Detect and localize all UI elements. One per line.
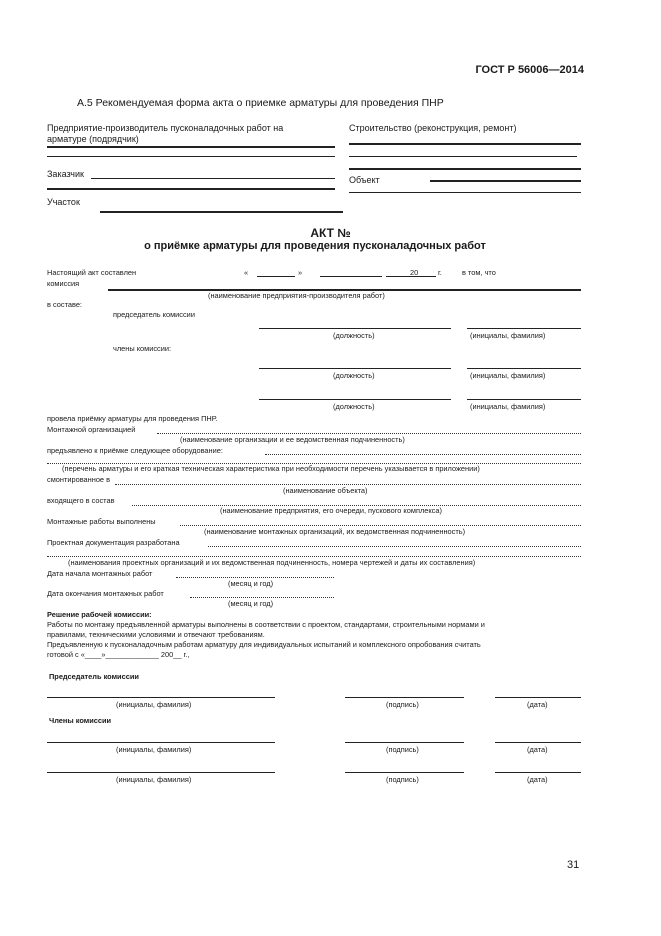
enterprise-line xyxy=(47,146,335,148)
design-docs-line-2 xyxy=(47,556,581,557)
enterprise-label-line2: арматуре (подрядчик) xyxy=(47,134,139,144)
quote-open: « xyxy=(244,268,249,277)
design-caption: (наименования проектных организаций и их ведомственная подчиненность, номера чертежей и даты их составления) xyxy=(68,558,476,567)
decision-line-2: правилами, техническими условиями и отвечают требованиям. xyxy=(47,630,265,639)
commission-label: комиссия xyxy=(47,279,80,288)
member1-signature-line xyxy=(345,742,464,743)
member1-date-line xyxy=(495,742,581,743)
member2-initials-sign-line xyxy=(47,772,275,773)
chairman-position-line xyxy=(259,328,451,329)
day-line xyxy=(257,276,295,277)
mounting-orgs-caption: (наименование монтажных организаций, их ведомственная подчиненность) xyxy=(204,527,466,536)
year-line xyxy=(386,276,436,277)
object-line-2 xyxy=(349,192,581,193)
end-month-year-caption: (месяц и год) xyxy=(228,599,274,608)
chairman-position-caption: (должность) xyxy=(333,331,375,340)
members-label: члены комиссии: xyxy=(113,344,172,353)
chairman-initials-line xyxy=(467,328,581,329)
construction-line xyxy=(349,143,581,145)
site-label: Участок xyxy=(47,197,80,207)
member2-signature-label: (подпись) xyxy=(386,775,419,784)
member2-signature-line xyxy=(345,772,464,773)
chairman-initials-caption: (инициалы, фамилия) xyxy=(470,331,546,340)
chairman-initials-label: (инициалы, фамилия) xyxy=(116,700,192,709)
composition-label: в составе: xyxy=(47,300,82,309)
decision-title: Решение рабочей комиссии: xyxy=(47,610,152,619)
start-date-line xyxy=(176,577,334,578)
enterprise-label-line1: Предприятие-производитель пусконаладочных работ на xyxy=(47,123,284,133)
member1-initials-caption: (инициалы, фамилия) xyxy=(470,371,546,380)
design-docs-line xyxy=(208,546,581,547)
standard-number: ГОСТ Р 56006—2014 xyxy=(475,64,584,76)
member2-initials-line xyxy=(467,399,581,400)
act-subtitle: о приёмке арматуры для проведения пусконаладочных работ xyxy=(144,240,486,252)
mounting-org-caption: (наименование организации и ее ведомственная подчиненность) xyxy=(180,435,405,444)
member2-date-label: (дата) xyxy=(527,775,548,784)
page-number: 31 xyxy=(567,859,580,871)
object-caption: (наименование объекта) xyxy=(283,486,368,495)
enterprise-queue-caption: (наименование предприятия, его очереди, пускового комплекса) xyxy=(220,506,442,515)
enterprise-line-2 xyxy=(47,156,335,157)
design-docs-label: Проектная документация разработана xyxy=(47,538,180,547)
chairman-signature-title: Председатель комиссии xyxy=(49,672,139,681)
conducted-text: провела приёмку арматуры для проведения ПНР. xyxy=(47,414,218,423)
decision-line-3: Предъявленную к пусконаладочным работам арматуру для индивидуальных испытаний и комплексного опробования считать xyxy=(47,640,481,649)
member2-initials-caption: (инициалы, фамилия) xyxy=(470,402,546,411)
presented-label: предъявлено к приёмке следующее оборудование: xyxy=(47,446,223,455)
member1-initials-line xyxy=(467,368,581,369)
object-line xyxy=(430,180,581,182)
chairman-date-line xyxy=(495,697,581,698)
member1-date-label: (дата) xyxy=(527,745,548,754)
chairman-initials-sign-line xyxy=(47,697,275,698)
quote-close: » xyxy=(298,268,303,277)
mounted-in-line xyxy=(115,484,581,485)
customer-line xyxy=(91,178,335,179)
chairman-date-label: (дата) xyxy=(527,700,548,709)
chairman-label: председатель комиссии xyxy=(113,310,195,319)
customer-label: Заказчик xyxy=(47,169,84,179)
works-done-line xyxy=(180,525,581,526)
works-done-label: Монтажные работы выполнены xyxy=(47,517,156,526)
member1-initials-sign-line xyxy=(47,742,275,743)
decision-line-4: готовой с «____»_____________ 200__ г., xyxy=(47,650,190,659)
member2-position-caption: (должность) xyxy=(333,402,375,411)
decision-line-1: Работы по монтажу предъявленной арматуры выполнены в соответствии с проектом, стандартами, строительными нормами и xyxy=(47,620,485,629)
drafted-label: Настоящий акт составлен xyxy=(47,268,137,277)
construction-label: Строительство (реконструкция, ремонт) xyxy=(349,123,517,133)
part-of-label: входящего в состав xyxy=(47,496,115,505)
presented-line xyxy=(265,454,581,455)
month-line xyxy=(320,276,382,277)
act-title: АКТ № xyxy=(310,226,351,240)
end-date-line xyxy=(190,597,334,598)
mounted-in-label: смонтированное в xyxy=(47,475,111,484)
year-suffix: г. xyxy=(438,268,442,277)
start-month-year-caption: (месяц и год) xyxy=(228,579,274,588)
member1-signature-label: (подпись) xyxy=(386,745,419,754)
member2-initials-label: (инициалы, фамилия) xyxy=(116,775,192,784)
section-title: А.5 Рекомендуемая форма акта о приемке арматуры для проведения ПНР xyxy=(77,97,444,109)
object-label: Объект xyxy=(349,175,380,185)
construction-line-2 xyxy=(349,156,577,157)
member1-position-caption: (должность) xyxy=(333,371,375,380)
chairman-signature-label: (подпись) xyxy=(386,700,419,709)
mounting-org-label: Монтажной организацией xyxy=(47,425,136,434)
start-date-label: Дата начала монтажных работ xyxy=(47,569,153,578)
site-line xyxy=(100,211,343,213)
chairman-signature-line xyxy=(345,697,464,698)
member2-position-line xyxy=(259,399,451,400)
construction-line-3 xyxy=(349,168,581,170)
members-signature-title: Члены комиссии xyxy=(49,716,112,725)
enterprise-caption: (наименование предприятия-производителя работ) xyxy=(208,291,385,300)
list-caption: (перечень арматуры и его краткая техническая характеристика при необходимости перечень указывается в приложении) xyxy=(62,464,480,473)
mounting-org-line xyxy=(157,433,581,434)
year-prefix: 20 xyxy=(410,268,419,277)
member1-position-line xyxy=(259,368,451,369)
member2-date-line xyxy=(495,772,581,773)
in-that-label: в том, что xyxy=(462,268,496,277)
member1-initials-label: (инициалы, фамилия) xyxy=(116,745,192,754)
customer-line-2 xyxy=(47,188,335,190)
end-date-label: Дата окончания монтажных работ xyxy=(47,589,164,598)
